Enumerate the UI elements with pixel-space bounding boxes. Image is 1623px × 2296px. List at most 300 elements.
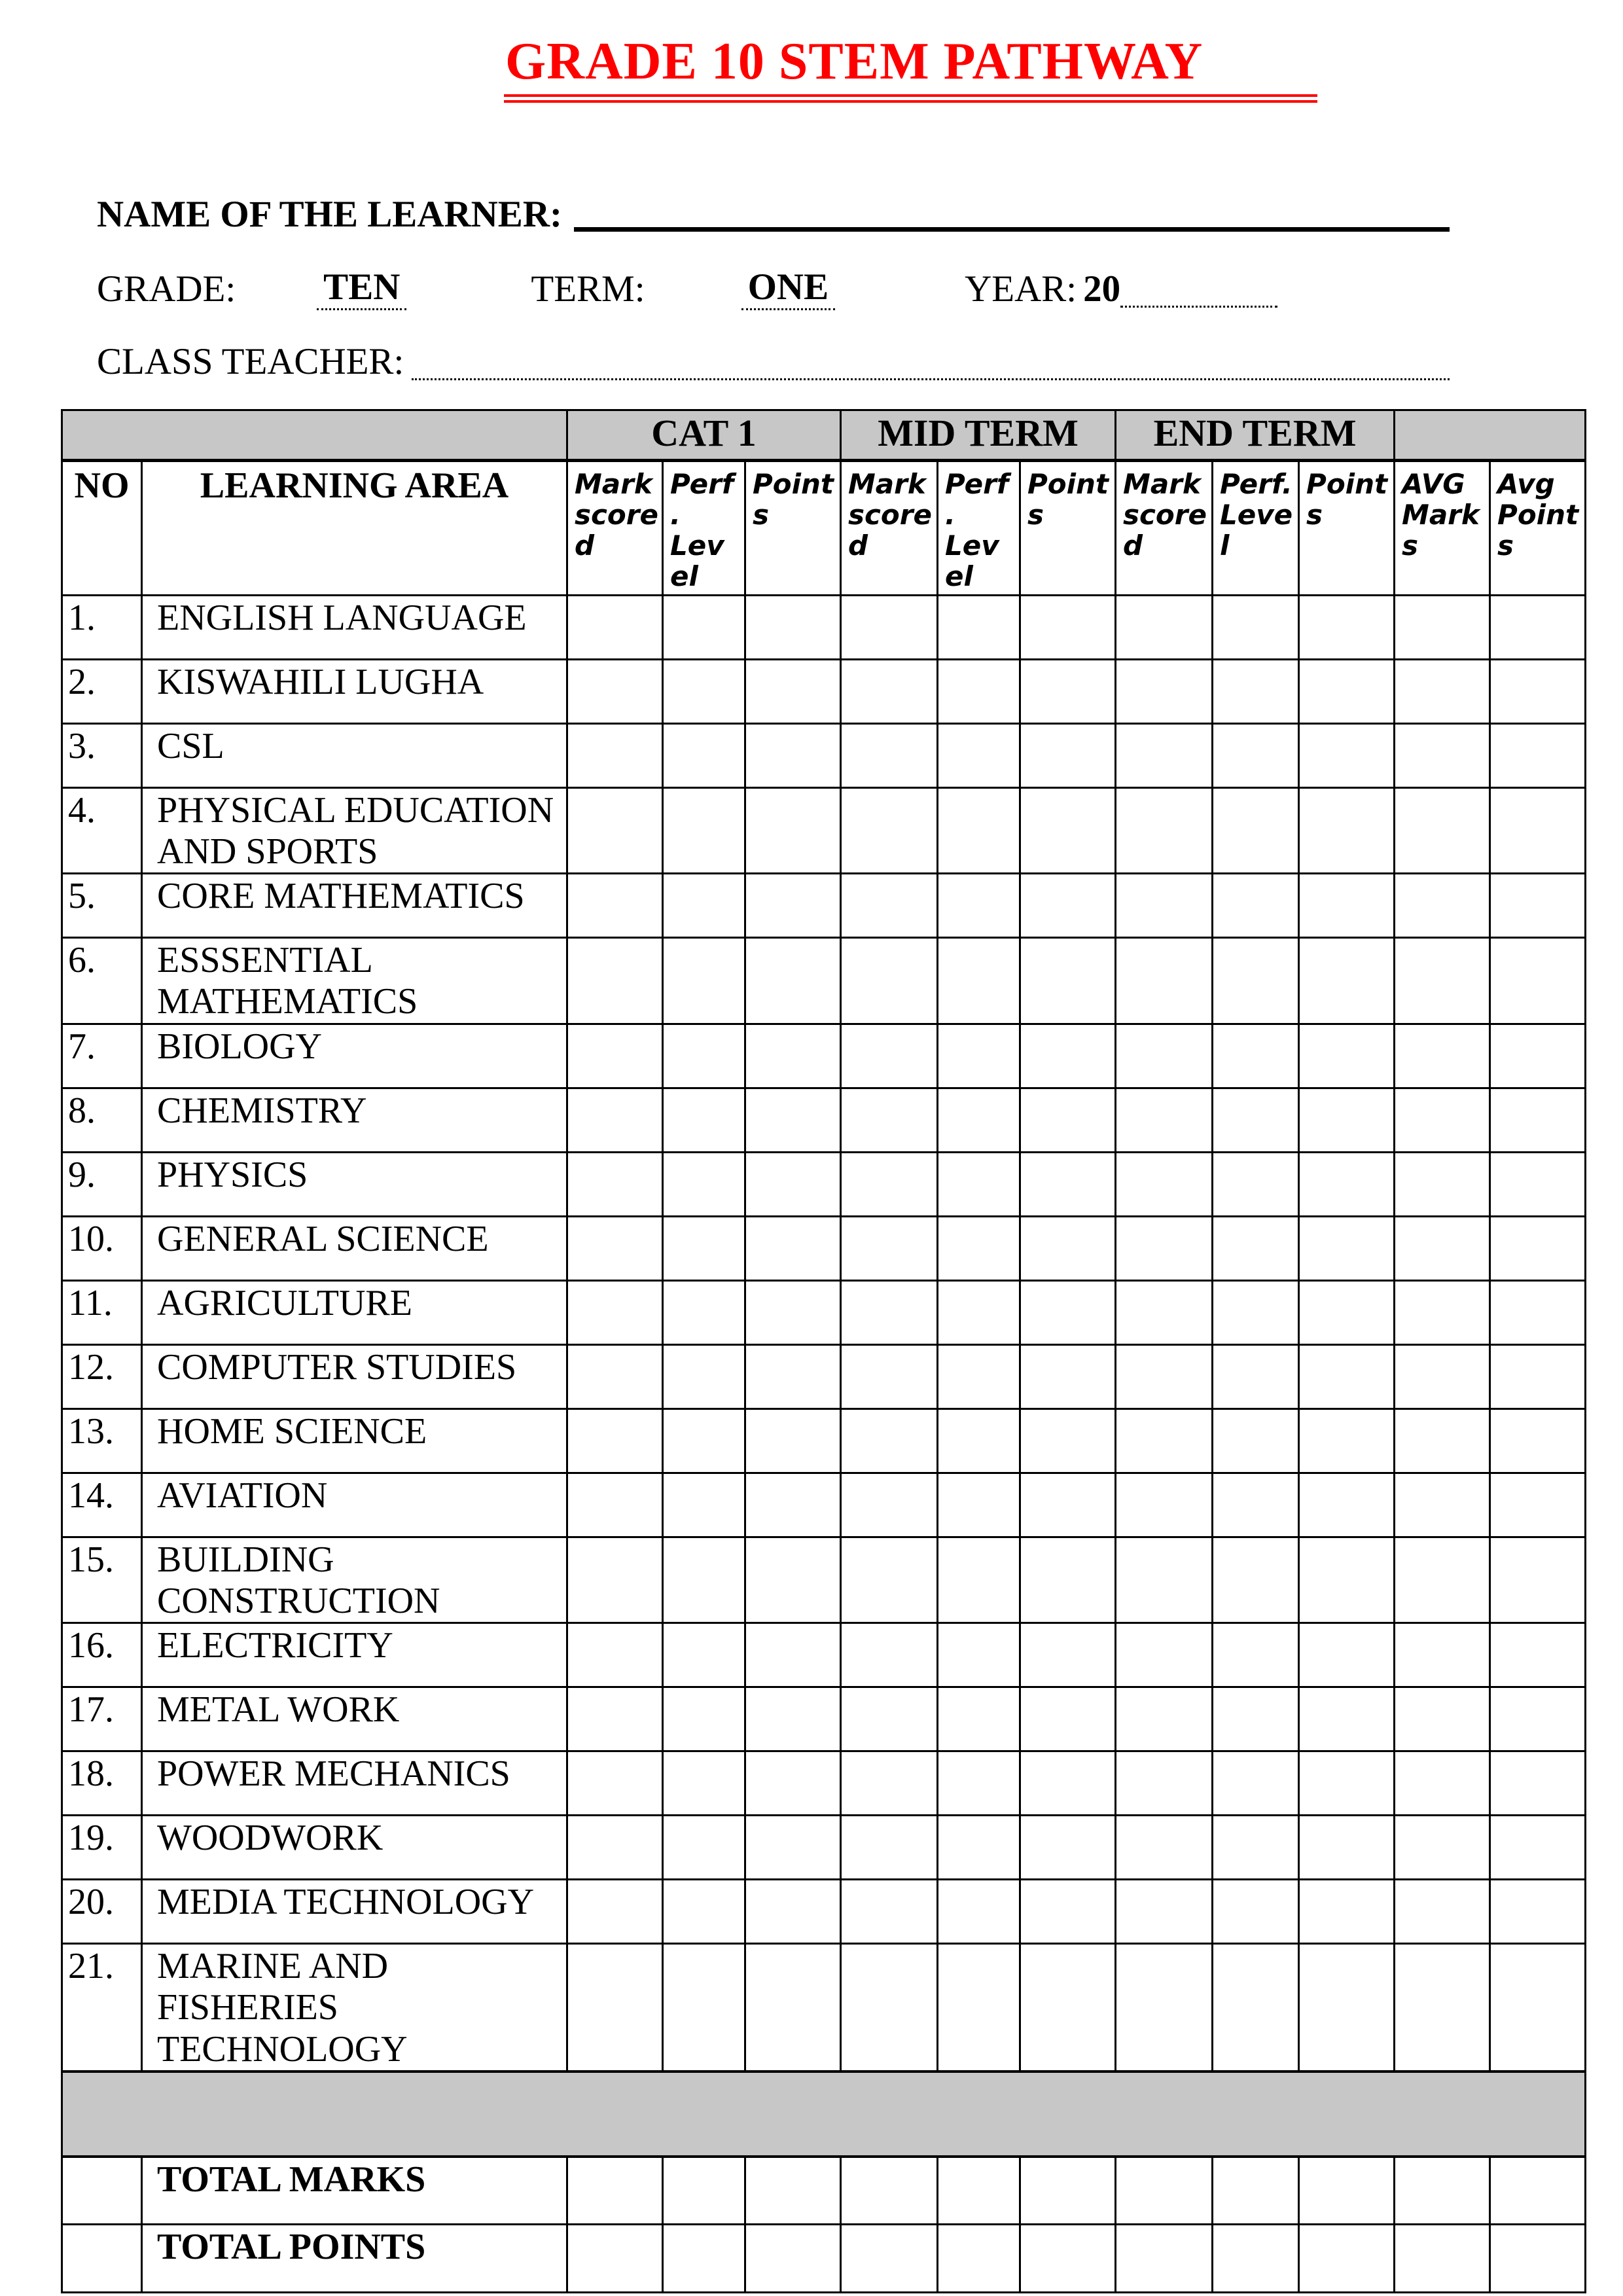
score-cell[interactable] [663, 1473, 745, 1537]
score-cell[interactable] [1020, 1280, 1116, 1344]
score-cell[interactable] [1020, 723, 1116, 787]
score-cell[interactable] [745, 1880, 841, 1944]
score-cell[interactable] [1116, 1944, 1213, 2072]
score-cell[interactable] [841, 1816, 938, 1880]
score-cell[interactable] [1395, 1816, 1490, 1880]
col-header-no: NO [62, 460, 142, 595]
total-cell[interactable] [1395, 2225, 1490, 2293]
total-cell[interactable] [663, 2157, 745, 2225]
score-cell[interactable] [1116, 1152, 1213, 1216]
col-header-end-mark-scored: Mark scored [1116, 460, 1213, 595]
score-cell[interactable] [1213, 1473, 1299, 1537]
score-cell[interactable] [1213, 1687, 1299, 1751]
score-cell[interactable] [1116, 1473, 1213, 1537]
score-cell[interactable] [567, 723, 663, 787]
score-cell[interactable] [1395, 1024, 1490, 1088]
score-cell[interactable] [1299, 1537, 1395, 1623]
total-points-row [62, 2225, 1586, 2293]
score-cell[interactable] [745, 938, 841, 1024]
score-cell[interactable] [1490, 1944, 1586, 2072]
score-cell[interactable] [1020, 1344, 1116, 1408]
term-label: TERM: [531, 268, 645, 310]
col-header-learning-area: LEARNING AREA [142, 460, 567, 595]
score-cell[interactable] [1020, 595, 1116, 659]
col-header-avg-marks: AVG Marks [1395, 460, 1490, 595]
score-cell[interactable] [1116, 1408, 1213, 1473]
score-cell[interactable] [1116, 1088, 1213, 1152]
score-cell[interactable] [567, 1880, 663, 1944]
score-cell[interactable] [1490, 787, 1586, 874]
score-cell[interactable] [841, 1880, 938, 1944]
total-cell[interactable] [841, 2157, 938, 2225]
score-cell[interactable] [745, 1152, 841, 1216]
score-cell[interactable] [663, 659, 745, 723]
score-cell[interactable] [841, 1024, 938, 1088]
row-number: 7. [62, 1024, 142, 1088]
score-cell[interactable] [938, 1816, 1020, 1880]
score-cell[interactable] [1490, 1088, 1586, 1152]
score-cell[interactable] [841, 1216, 938, 1280]
score-cell[interactable] [745, 1751, 841, 1816]
score-cell[interactable] [1116, 1751, 1213, 1816]
score-cell[interactable] [1020, 1944, 1116, 2072]
score-cell[interactable] [745, 1216, 841, 1280]
score-cell[interactable] [1490, 1344, 1586, 1408]
score-cell[interactable] [1299, 1751, 1395, 1816]
score-cell[interactable] [841, 723, 938, 787]
row-learning-area: POWER MECHANICS [142, 1751, 567, 1816]
score-cell[interactable] [841, 1152, 938, 1216]
score-cell[interactable] [1299, 1024, 1395, 1088]
score-cell[interactable] [1299, 1152, 1395, 1216]
score-cell[interactable] [938, 1623, 1020, 1687]
score-cell[interactable] [841, 787, 938, 874]
score-cell[interactable] [1213, 1880, 1299, 1944]
score-cell[interactable] [1395, 1687, 1490, 1751]
score-cell[interactable] [1299, 1344, 1395, 1408]
score-cell[interactable] [745, 595, 841, 659]
total-cell[interactable] [938, 2157, 1020, 2225]
total-cell[interactable] [1020, 2157, 1116, 2225]
score-cell[interactable] [938, 1024, 1020, 1088]
score-cell[interactable] [841, 1751, 938, 1816]
score-cell[interactable] [1490, 723, 1586, 787]
score-cell[interactable] [1490, 938, 1586, 1024]
score-cell[interactable] [841, 1623, 938, 1687]
row-learning-area: ESSSENTIAL MATHEMATICS [142, 938, 567, 1024]
score-cell[interactable] [567, 1537, 663, 1623]
score-cell[interactable] [663, 1816, 745, 1880]
score-cell[interactable] [1490, 659, 1586, 723]
column-header-row [62, 460, 1586, 595]
score-cell[interactable] [663, 1280, 745, 1344]
total-cell[interactable] [1490, 2225, 1586, 2293]
score-cell[interactable] [1116, 874, 1213, 938]
score-cell[interactable] [1213, 1623, 1299, 1687]
score-cell[interactable] [1395, 1088, 1490, 1152]
score-cell[interactable] [1490, 1880, 1586, 1944]
score-cell[interactable] [841, 1537, 938, 1623]
score-cell[interactable] [1020, 1751, 1116, 1816]
score-cell[interactable] [841, 1944, 938, 2072]
score-cell[interactable] [938, 1280, 1020, 1344]
score-cell[interactable] [567, 1152, 663, 1216]
score-cell[interactable] [663, 1537, 745, 1623]
score-cell[interactable] [1299, 1216, 1395, 1280]
score-cell[interactable] [1213, 1816, 1299, 1880]
score-cell[interactable] [567, 1280, 663, 1344]
score-cell[interactable] [663, 787, 745, 874]
score-cell[interactable] [1395, 595, 1490, 659]
score-cell[interactable] [1395, 723, 1490, 787]
score-cell[interactable] [745, 1687, 841, 1751]
score-cell[interactable] [745, 1473, 841, 1537]
row-number: 18. [62, 1751, 142, 1816]
score-cell[interactable] [1490, 1537, 1586, 1623]
score-cell[interactable] [745, 1088, 841, 1152]
score-cell[interactable] [1020, 1024, 1116, 1088]
score-cell[interactable] [663, 1024, 745, 1088]
score-cell[interactable] [1395, 874, 1490, 938]
score-cell[interactable] [663, 1751, 745, 1816]
score-cell[interactable] [1490, 1024, 1586, 1088]
score-cell[interactable] [567, 938, 663, 1024]
col-header-cat1-mark-scored: Mark scored [567, 460, 663, 595]
score-cell[interactable] [567, 787, 663, 874]
score-cell[interactable] [1490, 1623, 1586, 1687]
score-cell[interactable] [663, 1880, 745, 1944]
score-cell[interactable] [1020, 1408, 1116, 1473]
score-cell[interactable] [663, 938, 745, 1024]
score-cell[interactable] [1116, 1623, 1213, 1687]
score-cell[interactable] [938, 1344, 1020, 1408]
grade-value: TEN [317, 266, 406, 310]
grade-label: GRADE: [97, 268, 236, 310]
score-cell[interactable] [841, 1687, 938, 1751]
table-row [62, 1880, 1586, 1944]
score-cell[interactable] [938, 595, 1020, 659]
score-cell[interactable] [1213, 1751, 1299, 1816]
score-cell[interactable] [663, 874, 745, 938]
class-teacher-blank-line[interactable] [412, 372, 1450, 380]
score-cell[interactable] [745, 1944, 841, 2072]
score-cell[interactable] [663, 595, 745, 659]
score-cell[interactable] [938, 874, 1020, 938]
table-row [62, 938, 1586, 1024]
score-cell[interactable] [567, 1088, 663, 1152]
score-cell[interactable] [567, 1344, 663, 1408]
score-cell[interactable] [1213, 1152, 1299, 1216]
score-cell[interactable] [1395, 1408, 1490, 1473]
score-cell[interactable] [1490, 1473, 1586, 1537]
score-cell[interactable] [1395, 1473, 1490, 1537]
score-cell[interactable] [1490, 1152, 1586, 1216]
year-blank-line[interactable] [1120, 306, 1277, 308]
score-cell[interactable] [745, 787, 841, 874]
score-cell[interactable] [841, 595, 938, 659]
row-number: 15. [62, 1537, 142, 1623]
score-cell[interactable] [1116, 1687, 1213, 1751]
score-cell[interactable] [1213, 1408, 1299, 1473]
score-cell[interactable] [1020, 874, 1116, 938]
col-header-end-perf-level: Perf. Level [1213, 460, 1299, 595]
score-cell[interactable] [1490, 1216, 1586, 1280]
score-cell[interactable] [938, 1944, 1020, 2072]
score-cell[interactable] [938, 659, 1020, 723]
score-cell[interactable] [938, 723, 1020, 787]
total-cell[interactable] [938, 2225, 1020, 2293]
score-cell[interactable] [1020, 1687, 1116, 1751]
score-cell[interactable] [1213, 787, 1299, 874]
total-cell[interactable] [1213, 2157, 1299, 2225]
score-cell[interactable] [1213, 1088, 1299, 1152]
score-cell[interactable] [745, 1024, 841, 1088]
total-cell[interactable] [745, 2157, 841, 2225]
score-cell[interactable] [1395, 1751, 1490, 1816]
col-header-mid-points: Points [1020, 460, 1116, 595]
score-cell[interactable] [567, 1944, 663, 2072]
total-marks-row [62, 2157, 1586, 2225]
score-cell[interactable] [1395, 1216, 1490, 1280]
score-cell[interactable] [1020, 1088, 1116, 1152]
row-number: 5. [62, 874, 142, 938]
total-cell[interactable] [1395, 2157, 1490, 2225]
score-cell[interactable] [1020, 938, 1116, 1024]
score-cell[interactable] [567, 1751, 663, 1816]
total-cell[interactable] [1490, 2157, 1586, 2225]
group-header-blank-left [62, 410, 567, 460]
score-cell[interactable] [1116, 1537, 1213, 1623]
score-cell[interactable] [1490, 1280, 1586, 1344]
table-row [62, 1816, 1586, 1880]
table-row [62, 1751, 1586, 1816]
table-row [62, 1687, 1586, 1751]
score-cell[interactable] [1020, 1623, 1116, 1687]
row-number: 1. [62, 595, 142, 659]
score-cell[interactable] [567, 1473, 663, 1537]
score-cell[interactable] [745, 723, 841, 787]
score-cell[interactable] [745, 1280, 841, 1344]
group-header-blank-right [1395, 410, 1586, 460]
score-cell[interactable] [745, 874, 841, 938]
score-cell[interactable] [1299, 1816, 1395, 1880]
total-cell[interactable] [1299, 2225, 1395, 2293]
score-cell[interactable] [1299, 1944, 1395, 2072]
score-cell[interactable] [1299, 874, 1395, 938]
score-cell[interactable] [663, 1408, 745, 1473]
score-cell[interactable] [1299, 595, 1395, 659]
score-cell[interactable] [1116, 1880, 1213, 1944]
score-cell[interactable] [1395, 1944, 1490, 2072]
score-cell[interactable] [1490, 1751, 1586, 1816]
score-cell[interactable] [1395, 1623, 1490, 1687]
score-cell[interactable] [1299, 1408, 1395, 1473]
score-cell[interactable] [1116, 723, 1213, 787]
score-cell[interactable] [1395, 938, 1490, 1024]
score-cell[interactable] [1020, 1216, 1116, 1280]
score-cell[interactable] [1116, 1280, 1213, 1344]
total-cell[interactable] [1299, 2157, 1395, 2225]
score-cell[interactable] [841, 1473, 938, 1537]
row-learning-area: CHEMISTRY [142, 1088, 567, 1152]
score-cell[interactable] [1299, 1473, 1395, 1537]
score-cell[interactable] [1299, 659, 1395, 723]
score-cell[interactable] [1490, 1687, 1586, 1751]
score-cell[interactable] [1490, 874, 1586, 938]
score-cell[interactable] [745, 1816, 841, 1880]
score-cell[interactable] [1020, 1537, 1116, 1623]
score-cell[interactable] [938, 1880, 1020, 1944]
score-cell[interactable] [663, 723, 745, 787]
score-cell[interactable] [1395, 1537, 1490, 1623]
score-cell[interactable] [1213, 595, 1299, 659]
score-cell[interactable] [938, 1473, 1020, 1537]
score-cell[interactable] [1116, 1816, 1213, 1880]
score-cell[interactable] [663, 1088, 745, 1152]
score-cell[interactable] [1116, 659, 1213, 723]
score-cell[interactable] [745, 1623, 841, 1687]
score-cell[interactable] [1213, 723, 1299, 787]
score-cell[interactable] [663, 1623, 745, 1687]
score-cell[interactable] [1299, 1623, 1395, 1687]
score-cell[interactable] [841, 1088, 938, 1152]
score-cell[interactable] [1116, 787, 1213, 874]
row-number: 3. [62, 723, 142, 787]
score-cell[interactable] [1020, 1152, 1116, 1216]
score-cell[interactable] [1395, 1152, 1490, 1216]
group-header-end-term: END TERM [1116, 410, 1395, 460]
score-cell[interactable] [1395, 787, 1490, 874]
score-cell[interactable] [663, 1944, 745, 2072]
row-learning-area: KISWAHILI LUGHA [142, 659, 567, 723]
score-cell[interactable] [1395, 1880, 1490, 1944]
row-number: 8. [62, 1088, 142, 1152]
score-cell[interactable] [567, 659, 663, 723]
group-header-cat1: CAT 1 [567, 410, 841, 460]
row-learning-area: BIOLOGY [142, 1024, 567, 1088]
score-cell[interactable] [1116, 595, 1213, 659]
row-learning-area: ENGLISH LANGUAGE [142, 595, 567, 659]
score-cell[interactable] [938, 1687, 1020, 1751]
total-cell[interactable] [567, 2225, 663, 2293]
score-cell[interactable] [567, 1408, 663, 1473]
score-cell[interactable] [1490, 595, 1586, 659]
score-cell[interactable] [938, 1216, 1020, 1280]
score-cell[interactable] [841, 874, 938, 938]
score-cell[interactable] [663, 1152, 745, 1216]
total-cell[interactable] [1213, 2225, 1299, 2293]
score-cell[interactable] [567, 1687, 663, 1751]
score-cell[interactable] [1020, 659, 1116, 723]
score-cell[interactable] [1299, 938, 1395, 1024]
score-cell[interactable] [841, 938, 938, 1024]
year-value-prefix: 20 [1083, 268, 1121, 310]
table-row [62, 874, 1586, 938]
score-cell[interactable] [938, 787, 1020, 874]
score-cell[interactable] [938, 1408, 1020, 1473]
total-cell[interactable] [567, 2157, 663, 2225]
score-cell[interactable] [938, 1088, 1020, 1152]
row-number: 10. [62, 1216, 142, 1280]
score-cell[interactable] [663, 1687, 745, 1751]
total-cell[interactable] [663, 2225, 745, 2293]
score-cell[interactable] [938, 1537, 1020, 1623]
score-cell[interactable] [1020, 1473, 1116, 1537]
total-cell[interactable] [745, 2225, 841, 2293]
score-cell[interactable] [1395, 659, 1490, 723]
score-cell[interactable] [841, 1280, 938, 1344]
score-cell[interactable] [745, 659, 841, 723]
score-cell[interactable] [1116, 1344, 1213, 1408]
score-cell[interactable] [1116, 1216, 1213, 1280]
score-cell[interactable] [745, 1408, 841, 1473]
score-cell[interactable] [1299, 1088, 1395, 1152]
score-cell[interactable] [1299, 1280, 1395, 1344]
score-cell[interactable] [1213, 1280, 1299, 1344]
class-teacher-row [97, 340, 1450, 383]
score-cell[interactable] [567, 1816, 663, 1880]
score-cell[interactable] [841, 659, 938, 723]
score-cell[interactable] [745, 1537, 841, 1623]
total-cell[interactable] [1116, 2157, 1213, 2225]
score-cell[interactable] [1213, 1344, 1299, 1408]
score-cell[interactable] [567, 1216, 663, 1280]
score-cell[interactable] [663, 1344, 745, 1408]
row-number: 6. [62, 938, 142, 1024]
score-cell[interactable] [1299, 787, 1395, 874]
score-cell[interactable] [1395, 1344, 1490, 1408]
score-cell[interactable] [1490, 1816, 1586, 1880]
score-cell[interactable] [567, 874, 663, 938]
score-cell[interactable] [1020, 787, 1116, 874]
score-cell[interactable] [1213, 874, 1299, 938]
score-cell[interactable] [1020, 1816, 1116, 1880]
score-cell[interactable] [841, 1408, 938, 1473]
score-cell[interactable] [1116, 1024, 1213, 1088]
total-cell[interactable] [841, 2225, 938, 2293]
table-row [62, 1623, 1586, 1687]
score-cell[interactable] [567, 1623, 663, 1687]
score-cell[interactable] [841, 1344, 938, 1408]
score-cell[interactable] [1213, 1537, 1299, 1623]
score-cell[interactable] [567, 595, 663, 659]
score-cell[interactable] [1213, 938, 1299, 1024]
total-cell[interactable] [1020, 2225, 1116, 2293]
learner-name-blank-line[interactable] [574, 221, 1450, 232]
score-cell[interactable] [567, 1024, 663, 1088]
score-cell[interactable] [938, 1751, 1020, 1816]
score-cell[interactable] [1213, 1216, 1299, 1280]
score-cell[interactable] [1299, 1880, 1395, 1944]
score-cell[interactable] [1213, 659, 1299, 723]
score-cell[interactable] [663, 1216, 745, 1280]
learner-name-row [97, 193, 1450, 236]
score-cell[interactable] [938, 1152, 1020, 1216]
learner-name-label: NAME OF THE LEARNER: [97, 193, 562, 235]
score-cell[interactable] [1395, 1280, 1490, 1344]
row-learning-area: METAL WORK [142, 1687, 567, 1751]
score-cell[interactable] [1020, 1880, 1116, 1944]
score-cell[interactable] [1213, 1944, 1299, 2072]
score-cell[interactable] [745, 1344, 841, 1408]
score-cell[interactable] [938, 938, 1020, 1024]
total-cell[interactable] [1116, 2225, 1213, 2293]
score-cell[interactable] [1299, 723, 1395, 787]
score-cell[interactable] [1490, 1408, 1586, 1473]
score-cell[interactable] [1299, 1687, 1395, 1751]
score-cell[interactable] [1213, 1024, 1299, 1088]
score-cell[interactable] [1116, 938, 1213, 1024]
